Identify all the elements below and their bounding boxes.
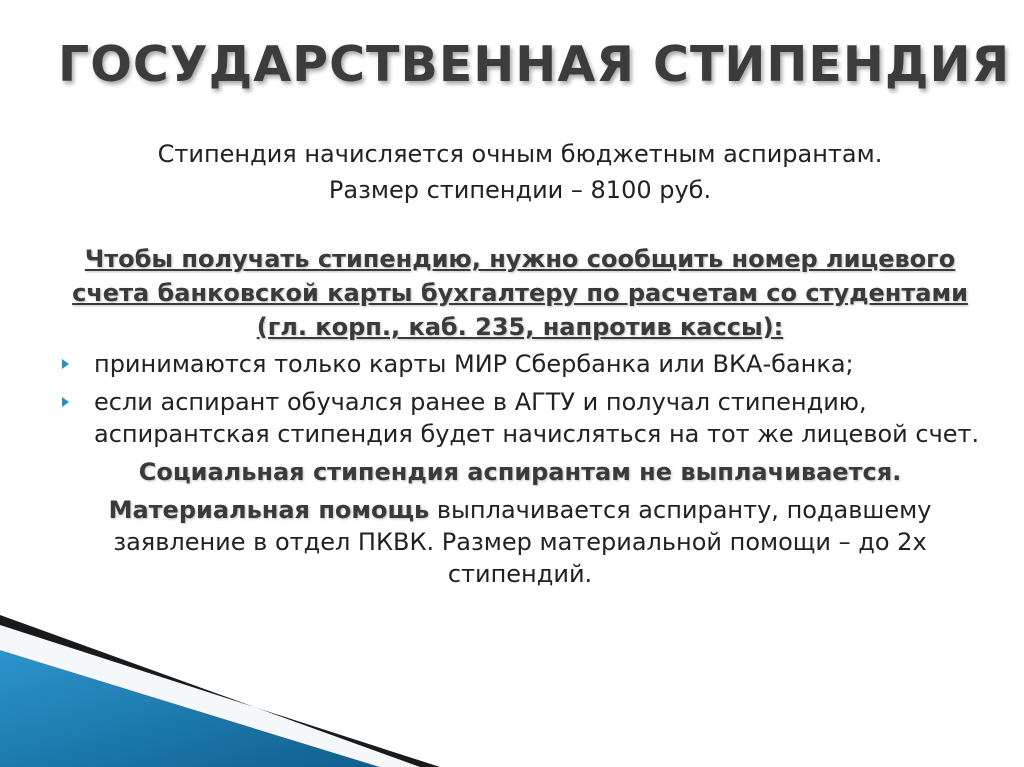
intro-line-1: Стипендия начисляется очным бюджетным аспирантам. (157, 140, 883, 168)
instruction-text: Чтобы получать стипендию, нужно сообщить номер лицевого счета банковской карты бухгалтеру по расчетам со студентами (гл. корп., каб. 235, напротив кассы): (72, 245, 968, 341)
triangle-bullet-icon (62, 359, 69, 369)
list-item (60, 348, 980, 380)
intro-line-2: Размер стипендии – 8100 руб. (328, 176, 712, 204)
triangle-bullet-icon (62, 397, 69, 407)
bullet-text: если аспирант обучался ранее в АГТУ и получал стипендию, аспирантская стипендия будет начисляться на тот же лицевой счет. (94, 388, 980, 448)
page-title: ГОСУДАРСТВЕННАЯ СТИПЕНДИЯ (58, 36, 1011, 93)
bullet-list (60, 348, 980, 450)
social-stipend-note: Социальная стипендия аспирантам не выплачивается. (138, 458, 902, 486)
slide-content (60, 138, 980, 590)
list-item (60, 386, 980, 450)
material-aid-paragraph (60, 494, 980, 590)
bullet-text: принимаются только карты МИР Сбербанка или ВКА-банка; (94, 350, 854, 378)
material-aid-text: выплачивается аспиранту, подавшему заявление в отдел ПКВК. Размер материальной помощи – до 2х стипендий. (113, 496, 932, 588)
material-aid-heading: Материальная помощь (108, 496, 430, 524)
